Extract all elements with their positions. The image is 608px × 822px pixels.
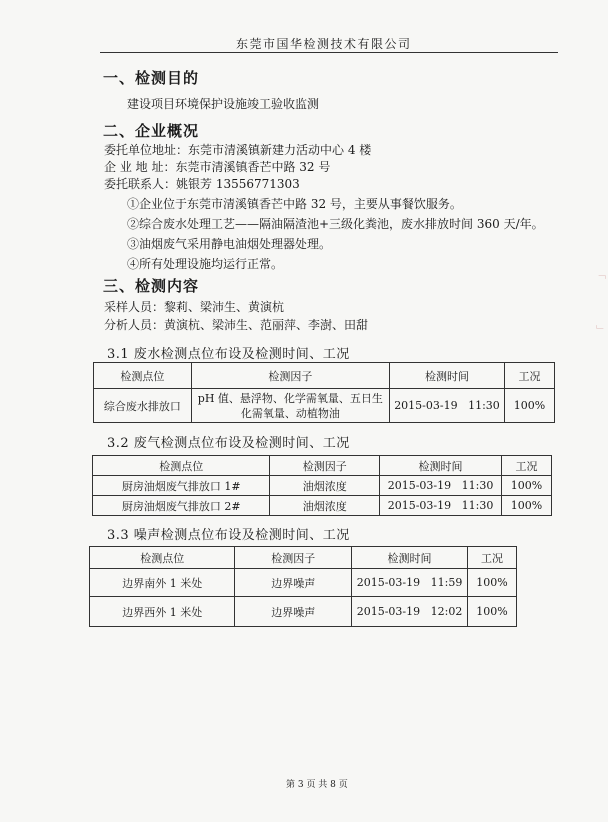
section1-title: 一、检测目的	[103, 69, 200, 87]
cell-factor-line: 化需氧量、动植物油	[240, 406, 340, 420]
company-header: 东莞市国华检测技术有限公司	[236, 37, 412, 51]
cell-condition: 100%	[505, 389, 555, 423]
cell-condition: 100%	[468, 597, 517, 627]
exhaust-gas-table	[92, 455, 552, 516]
cell-factor: 油烟浓度	[270, 476, 380, 496]
table2-heading: 3.2 废气检测点位布设及检测时间、工况	[107, 436, 350, 451]
table3-heading: 3.3 噪声检测点位布设及检测时间、工况	[107, 528, 350, 543]
cell-point: 厨房油烟废气排放口 1#	[93, 476, 270, 496]
cell-point: 综合废水排放口	[94, 389, 192, 423]
column-header: 检测时间	[352, 547, 468, 569]
cell-factor	[191, 389, 389, 423]
client-address: 委托单位地址：东莞市清溪镇新建力活动中心 4 楼	[104, 143, 372, 157]
column-header: 检测点位	[90, 547, 235, 569]
table-row	[93, 496, 552, 516]
table-header-row	[90, 547, 517, 569]
column-header: 工况	[505, 363, 555, 389]
column-header: 检测因子	[191, 363, 389, 389]
cell-time: 2015-03-19 11:30	[390, 389, 505, 423]
column-header: 工况	[502, 456, 552, 476]
table-row	[94, 389, 555, 423]
contact-person: 委托联系人：姚银芳 13556771303	[104, 177, 300, 191]
column-header: 工况	[468, 547, 517, 569]
cell-point: 厨房油烟废气排放口 2#	[93, 496, 270, 516]
wastewater-table	[93, 362, 555, 423]
note-4: ④所有处理设施均运行正常。	[127, 257, 284, 271]
section3-title: 三、检测内容	[103, 277, 200, 295]
table-row	[93, 476, 552, 496]
cell-condition: 100%	[468, 569, 517, 597]
note-2: ②综合废水处理工艺——隔油隔渣池+三级化粪池，废水排放时间 360 天/年。	[127, 217, 544, 231]
cell-time: 2015-03-19 12:02	[352, 597, 468, 627]
section2-title: 二、企业概况	[103, 122, 200, 140]
header-rule	[100, 52, 558, 53]
column-header: 检测点位	[93, 456, 270, 476]
noise-table	[89, 546, 517, 627]
column-header: 检测点位	[94, 363, 192, 389]
cell-point: 边界南外 1 米处	[90, 569, 235, 597]
cell-condition: 100%	[502, 496, 552, 516]
page-number: 第 3 页 共 8 页	[286, 780, 348, 790]
seal-mark: ﹁	[596, 270, 606, 281]
cell-time: 2015-03-19 11:30	[380, 476, 502, 496]
note-3: ③油烟废气采用静电油烟处理器处理。	[127, 237, 332, 251]
cell-time: 2015-03-19 11:59	[352, 569, 468, 597]
table-header-row	[93, 456, 552, 476]
column-header: 检测因子	[270, 456, 380, 476]
note-1: ①企业位于东莞市清溪镇香芒中路 32 号，主要从事餐饮服务。	[127, 197, 462, 211]
table-header-row	[94, 363, 555, 389]
samplers: 采样人员：黎莉、梁沛生、黄演杭	[104, 300, 285, 314]
column-header: 检测时间	[380, 456, 502, 476]
cell-factor: 边界噪声	[235, 569, 352, 597]
table-row	[90, 569, 517, 597]
cell-factor: 油烟浓度	[270, 496, 380, 516]
seal-mark: ﹂	[596, 326, 606, 337]
column-header: 检测因子	[235, 547, 352, 569]
analysts: 分析人员：黄演杭、梁沛生、范丽萍、李澍、田甜	[104, 318, 369, 332]
table-row	[90, 597, 517, 627]
cell-factor: 边界噪声	[235, 597, 352, 627]
column-header: 检测时间	[390, 363, 505, 389]
table1-heading: 3.1 废水检测点位布设及检测时间、工况	[107, 347, 350, 362]
cell-point: 边界西外 1 米处	[90, 597, 235, 627]
company-address: 企 业 地 址：东莞市清溪镇香芒中路 32 号	[104, 160, 331, 174]
cell-time: 2015-03-19 11:30	[380, 496, 502, 516]
section1-body: 建设项目环境保护设施竣工验收监测	[127, 97, 320, 111]
cell-factor-line: pH 值、悬浮物、化学需氧量、五日生	[197, 391, 383, 405]
cell-condition: 100%	[502, 476, 552, 496]
